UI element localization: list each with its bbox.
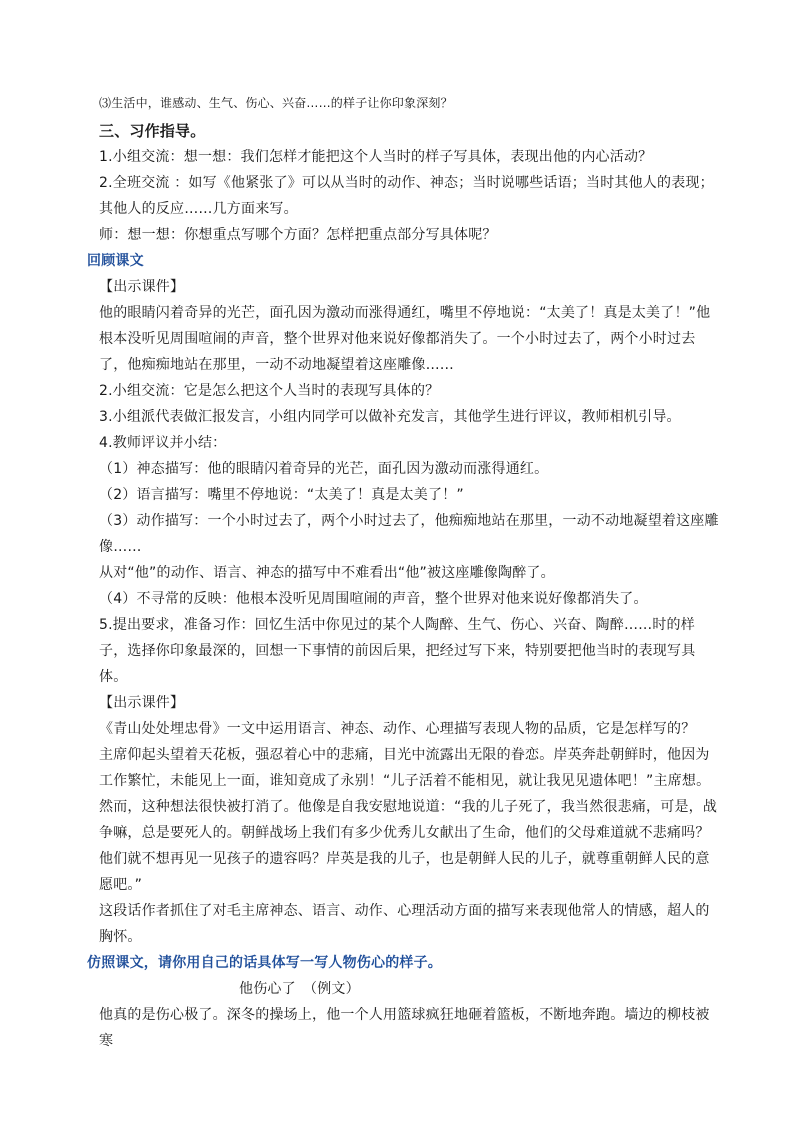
paragraph-action: （3）动作描写：一个小时过去了，两个小时过去了，他痴痴地站在那里，一动不动地凝望着这座雕像…… <box>99 513 719 555</box>
paragraph-unusual-reaction: （4）不寻常的反映：他根本没听见周围喧闹的声音，整个世界对他来说好像都消失了。 <box>99 591 648 607</box>
paragraph-teacher-question: 师：想一想：你想重点写哪个方面？怎样把重点部分写具体呢？ <box>99 227 497 243</box>
subheading-imitation-task: 仿照课文，请你用自己的话具体写一写人物伤心的样子。 <box>87 955 442 971</box>
paragraph-group-discussion: 1.小组交流：想一想：我们怎样才能把这个人当时的样子写具体，表现出他的内心活动？ <box>99 149 653 165</box>
paragraph-question-qingshan: 《青山处处埋忠骨》一文中运用语言、神态、动作、心理描写表现人物的品质，它是怎样写的？ <box>99 721 696 737</box>
paragraph-class-discussion: 2.全班交流 ：如写《他紧张了》可以从当时的动作、神态；当时说哪些话语；当时其他人的表现；其他人的反应……几方面来写。 <box>99 175 714 217</box>
paragraph-step-5: 5.提出要求，准备习作：回忆生活中你见过的某个人陶醉、生气、伤心、兴奋、陶醉……时的样子，选择你印象最深的，回想一下事情的前因后果，把经过写下来，特别要把他当时的表现写具体。 <box>99 617 696 685</box>
subheading-review-text: 回顾课文 <box>87 253 144 269</box>
paragraph-step-3: 3.小组派代表做汇报发言，小组内同学可以做补充发言，其他学生进行评议，教师相机引导。 <box>99 409 681 425</box>
paragraph-excerpt-chairman: 主席仰起头望着天花板，强忍着心中的悲痛，目光中流露出无限的眷恋。岸英奔赴朝鲜时，他因为工作繁忙，未能见上一面，谁知竟成了永别！“儿子活着不能相见，就让我见见遗体吧！”主席想。 <box>99 747 711 789</box>
label-show-slides-2: 【出示课件】 <box>99 695 185 711</box>
paragraph-expression: （1）神态描写：他的眼睛闪着奇异的光芒，面孔因为激动而涨得通红。 <box>99 461 549 477</box>
paragraph-example-start: 他真的是伤心极了。深冬的操场上，他一个人用篮球疯狂地砸着篮板，不断地奔跑。墙边的柳枝被寒 <box>99 1007 710 1049</box>
section-heading-guidance: 三、习作指导。 <box>99 122 206 140</box>
paragraph-step-2: 2.小组交流：它是怎么把这个人当时的表现写具体的？ <box>99 383 440 399</box>
paragraph-excerpt-chairman-2: 然而，这种想法很快被打消了。他像是自我安慰地说道：“我的儿子死了，我当然很悲痛，可是，战争嘛，总是要死人的。朝鲜战场上我们有多少优秀儿女献出了生命，他们的父母难道就不悲痛吗？他们就不想再见一见孩子的遗容吗？岸英是我的儿子，也是朝鲜人民的儿子，就尊重朝鲜人民的意愿吧。” <box>99 799 718 893</box>
paragraph-language: （2）语言描写：嘴里不停地说：“太美了！真是太美了！” <box>99 487 464 503</box>
example-title: 他伤心了 （例文） <box>239 981 360 997</box>
paragraph-step-4: 4.教师评议并小结： <box>99 435 227 451</box>
question-3: ⑶生活中，谁感动、生气、伤心、兴奋……的样子让你印象深刻？ <box>99 96 453 110</box>
label-show-slides: 【出示课件】 <box>99 279 185 295</box>
paragraph-excerpt-statue: 他的眼睛闪着奇异的光芒，面孔因为激动而涨得通红，嘴里不停地说：“太美了！真是太美了！”他根本没听见周围喧闹的声音，整个世界对他来说好像都消失了。一个小时过去了，两个小时过去了，他痴痴地站在那里，一动不动地凝望着这座雕像…… <box>99 305 711 373</box>
paragraph-conclusion: 从对“他”的动作、语言、神态的描写中不难看出“他”被这座雕像陶醉了。 <box>99 565 555 581</box>
paragraph-analysis: 这段话作者抓住了对毛主席神态、语言、动作、心理活动方面的描写来表现他常人的情感，超人的胸怀。 <box>99 903 710 945</box>
document-body <box>87 92 719 1054</box>
